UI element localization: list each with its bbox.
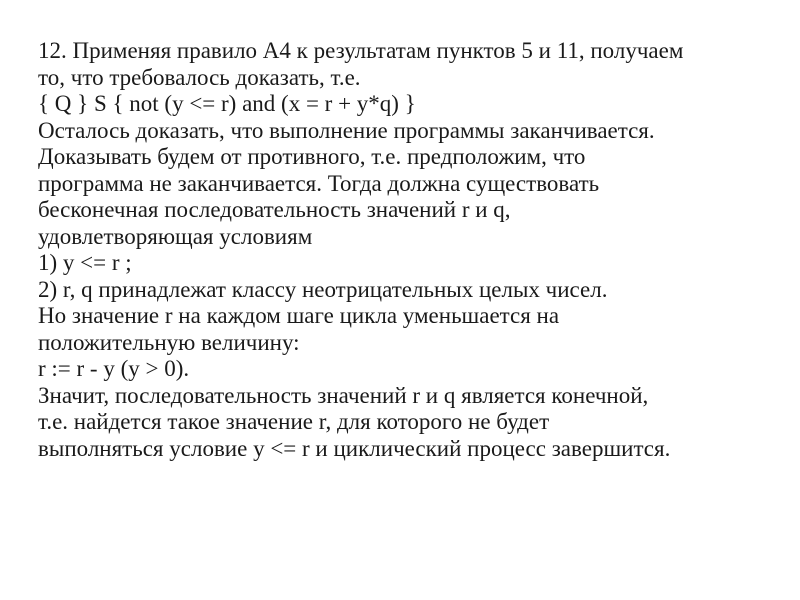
proof-text-block xyxy=(38,38,798,462)
text-line: 1) y <= r ; xyxy=(38,250,132,275)
text-line: Но значение r на каждом шаге цикла уменьшается на xyxy=(38,303,560,328)
text-line: Доказывать будем от противного, т.е. предположим, что xyxy=(38,144,586,169)
text-line: то, что требовалось доказать, т.е. xyxy=(38,64,361,90)
text-line: 2) r, q принадлежат классу неотрицательных целых чисел. xyxy=(38,276,608,302)
text-line: программа не заканчивается. Тогда должна существовать xyxy=(38,170,600,196)
text-line: выполняться условие y <= r и циклический процесс завершится. xyxy=(38,435,671,461)
text-line: удовлетворяющая условиям xyxy=(38,223,313,249)
text-line: 12. Применяя правило А4 к результатам пунктов 5 и 11, получаем xyxy=(38,38,684,63)
text-line: бесконечная последовательность значений r и q, xyxy=(38,197,511,222)
text-line: { Q } S { not (y <= r) and (x = r + y*q) } xyxy=(38,91,416,116)
text-line: Осталось доказать, что выполнение программы заканчивается. xyxy=(38,117,655,143)
text-line: Значит, последовательность значений r и q является конечной, xyxy=(38,382,649,408)
text-line: положительную величину: xyxy=(38,329,300,355)
text-line: r := r - y (y > 0). xyxy=(38,356,190,381)
text-line: т.е. найдется такое значение r, для которого не будет xyxy=(38,409,550,434)
